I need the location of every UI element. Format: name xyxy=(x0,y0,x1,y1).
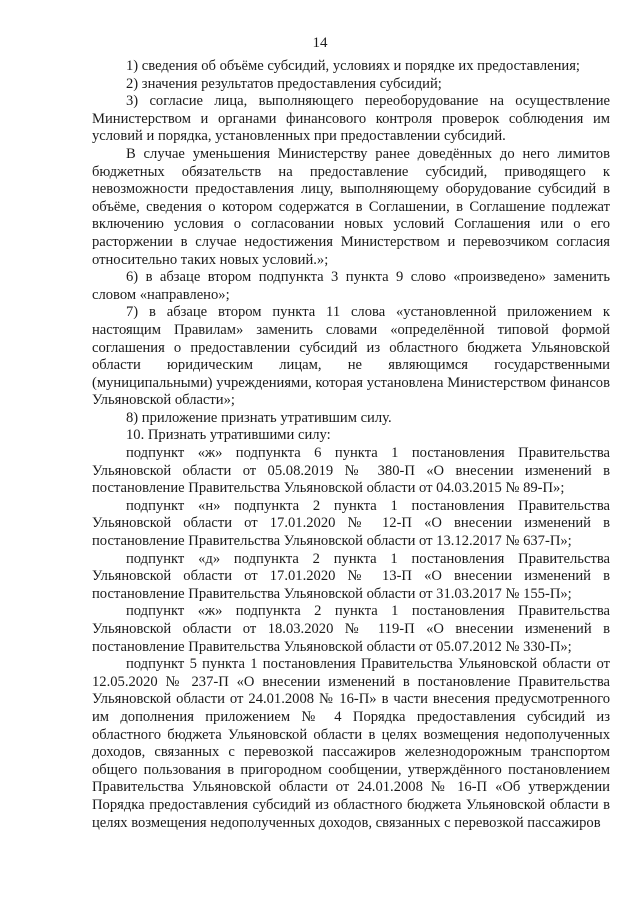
paragraph-item-1: 1) сведения об объёме субсидий, условиях и порядке их предоставления; xyxy=(126,58,580,74)
paragraph-item-6: 6) в абзаце втором подпункта 3 пункта 9 слово «произведено» заменить словом «направлено»; xyxy=(92,269,610,303)
paragraph-repeal-2: подпункт «н» подпункта 2 пункта 1 постановления Правительства Ульяновской области от 17.01.2020 № 12-П «О внесении изменений в постановление Правительства Ульяновской области от 13.12.2017 № 637-П»; xyxy=(92,497,610,550)
paragraph-item-3: 3) согласие лица, выполняющего переоборудование на осуществление Министерством и органами финансового контроля проверок соблюдения им условий и порядка, установленных при предоставлении субсидий. xyxy=(92,93,610,145)
paragraph-repeal-3: подпункт «д» подпункта 2 пункта 1 постановления Правительства Ульяновской области от 17.01.2020 № 13-П «О внесении изменений в постановление Правительства Ульяновской области от 31.03.2017 № 155-П»; xyxy=(92,550,610,602)
paragraph-repeal-4: подпункт «ж» подпункта 2 пункта 1 постановления Правительства Ульяновской области от 18.03.2020 № 119-П «О внесении изменений в постановление Правительства Ульяновской области от 05.07.2012 № 330-П»; xyxy=(92,603,610,655)
page-number: 14 xyxy=(312,35,328,51)
paragraph-item-7: 7) в абзаце втором пункта 11 слова «установленной приложением к настоящим Правилам» заменить словами «определённой типовой формой соглашения о предоставлении субсидий из областного бюджета Ульяновской области юридическим лицам, не являющимся государственными (муниципальными) учреждениями, которая установлена Министерством финансов Ульяновской области»; xyxy=(92,304,610,409)
paragraph-repeal-1: подпункт «ж» подпункта 6 пункта 1 постановления Правительства Ульяновской области от 05.08.2019 № 380-П «О внесении изменений в постановление Правительства Ульяновской области от 04.03.2015 № 89-П»; xyxy=(92,445,610,497)
paragraph-repeal-5: подпункт 5 пункта 1 постановления Правительства Ульяновской области от 12.05.2020 № 237-П «О внесении изменений в постановление Правительства Ульяновской области от 24.01.2008 № 16-П» в части внесения предусмотренного им дополнения приложением № 4 Порядка предоставления субсидий из областного бюджета Ульяновской области в целях возмещения недополученных доходов, связанных с перевозкой пассажиров железнодорожным транспортом общего пользования в пригородном сообщении, утверждённого постановлением Правительства Ульяновской области от 24.01.2008 № 16-П «Об утверждении Порядка предоставления субсидий из областного бюджета Ульяновской области в целях возмещения недополученных доходов, связанных с перевозкой пассажиров xyxy=(92,656,610,831)
paragraph-point-10: 10. Признать утратившими силу: xyxy=(126,427,331,444)
paragraph-item-8: 8) приложение признать утратившим силу. xyxy=(126,409,392,426)
paragraph-budget-reduction: В случае уменьшения Министерству ранее доведённых до него лимитов бюджетных обязательств на предоставление субсидий, приводящего к невозможности предоставления лицу, выполняющему оборудование субсидий в объёме, сведения о котором содержатся в Соглашении, в Соглашение подлежат включению условия о согласовании новых условий Соглашения или о его расторжении в случае недостижения Министерством и перевозчиком согласия относительно таких новых условий.»; xyxy=(92,145,610,268)
document-body xyxy=(92,58,610,832)
paragraph-item-2: 2) значения результатов предоставления субсидий; xyxy=(126,75,442,92)
